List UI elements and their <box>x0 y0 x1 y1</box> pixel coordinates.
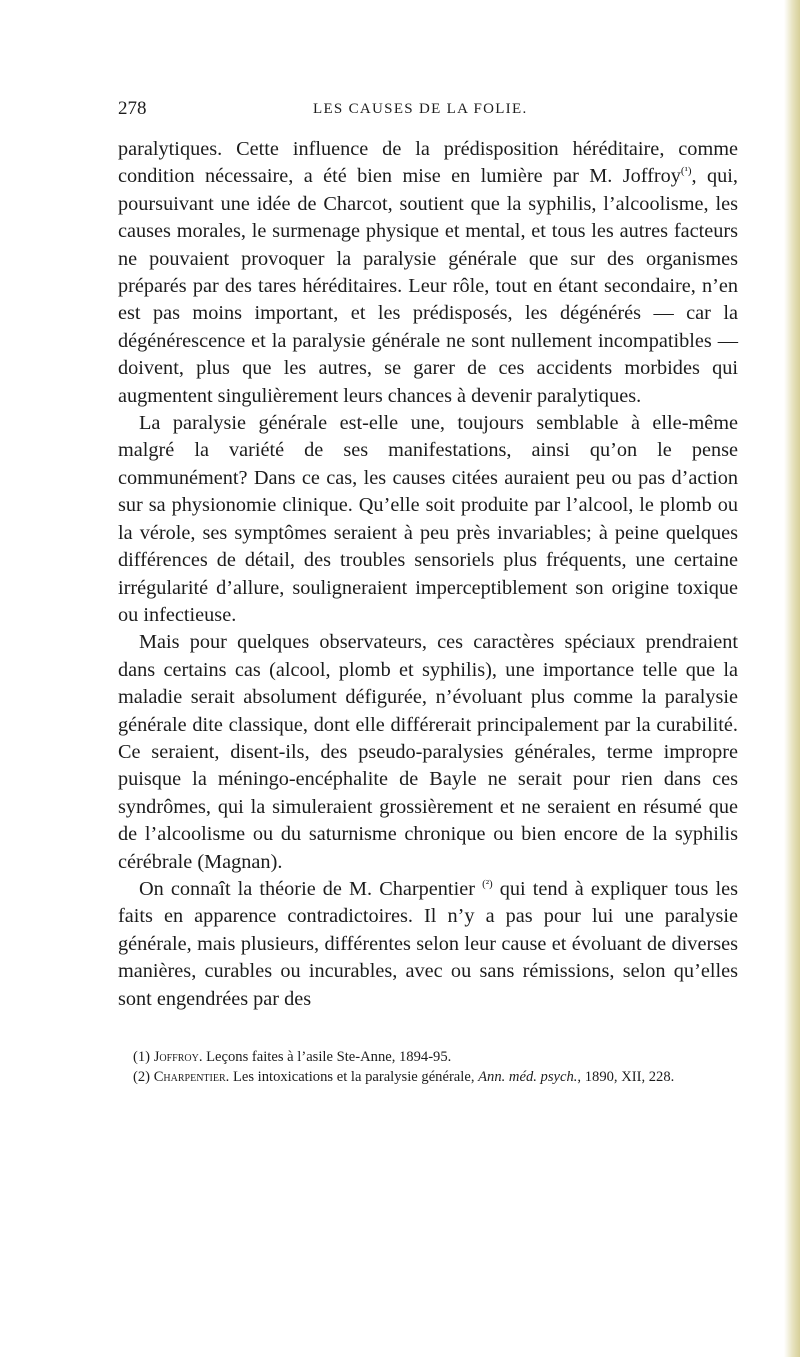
footnote-2-author: Charpentier <box>153 1068 226 1085</box>
footnote-2-marker: (2) <box>133 1068 151 1085</box>
page-number: 278 <box>118 98 147 119</box>
page-header <box>118 98 738 122</box>
paragraph-2: La paralysie générale est-elle une, toujours semblable à elle-même malgré la variété de ses manifestations, ainsi qu’on le pense communément? Dans ce cas, les causes citées auraient peu ou pas d’action sur sa physionomie clinique. Qu’elle soit produite par l’alcool, le plomb ou la vérole, ses symptômes seraient à peu près invariables; à peine quelques différences de détail, des troubles sensoriels plus fréquents, une certaine irrégularité d’allure, souligneraient imperceptiblement son origine toxique ou infectieuse. <box>118 412 738 626</box>
paragraph-4-text-end: qui tend à expliquer tous les faits en apparence contradictoires. Il n’y a pas pour lui une paralysie générale, mais plusieurs, différentes selon leur cause et évoluant de diverses manières, curables ou incurables, avec ou sans rémissions, selon qu’elles sont engendrées par des <box>118 877 739 1010</box>
footnote-2-citation: , 1890, XII, 228. <box>577 1068 675 1085</box>
footnote-ref-2: (²) <box>482 878 493 891</box>
footnote-1-author: Joffroy <box>153 1049 199 1065</box>
page-edge-shading <box>784 0 800 1357</box>
footnote-2-text: . Les intoxications et la paralysie générale, <box>225 1068 479 1085</box>
running-title: LES CAUSES DE LA FOLIE. <box>313 101 528 117</box>
paragraph-3: Mais pour quelques observateurs, ces caractères spéciaux prendraient dans certains cas (alcool, plomb et syphilis), une importance telle que la maladie serait absolument défigurée, n’évoluant plus comme la paralysie générale dite classique, dont elle différerait principalement par la curabilité. Ce seraient, disent-ils, des pseudo-paralysies générales, terme impropre puisque la méningo-encéphalite de Bayle ne serait pour rien dans ces syndrômes, qui la simuleraient grossièrement et ne seraient en résumé que de l’alcoolisme ou du saturnisme chronique ou bien encore de la syphilis cérébrale (Magnan). <box>118 631 738 873</box>
paragraph-4 <box>118 876 738 1013</box>
footnote-2 <box>133 1068 738 1088</box>
paragraph-1 <box>118 136 738 410</box>
footnote-1-marker: (1) <box>133 1049 151 1065</box>
footnote-1-text: . Leçons faites à l’asile Ste-Anne, 1894-95. <box>198 1049 452 1065</box>
footnote-2-journal: Ann. méd. psych. <box>478 1068 578 1085</box>
footnote-1 <box>133 1048 738 1068</box>
footnote-ref-1: (¹) <box>680 165 692 178</box>
footnotes <box>133 1048 738 1087</box>
body-text <box>118 136 738 1013</box>
paragraph-4-text-start: On connaît la théorie de M. Charpentier <box>139 877 483 900</box>
paragraph-1-text-end: , qui, poursuivant une idée de Charcot, soutient que la syphilis, l’alcoolisme, les causes morales, le surmenage physique et mental, et tous les autres facteurs ne pouvaient provoquer la paralysie générale que sur des organismes préparés par des tares héréditaires. Leur rôle, tout en étant secondaire, n’en est pas moins important, et les prédisposés, les dégénérés — car la dégénérescence et la paralysie générale ne sont nullement incompatibles — doivent, plus que les autres, se garer de ces accidents morbides qui augmentent singulièrement leurs chances à devenir paralytiques. <box>118 165 738 407</box>
paragraph-1-text-start: paralytiques. Cette influence de la prédisposition héréditaire, comme condition nécessaire, a été bien mise en lumière par M. Joffroy <box>118 138 738 188</box>
